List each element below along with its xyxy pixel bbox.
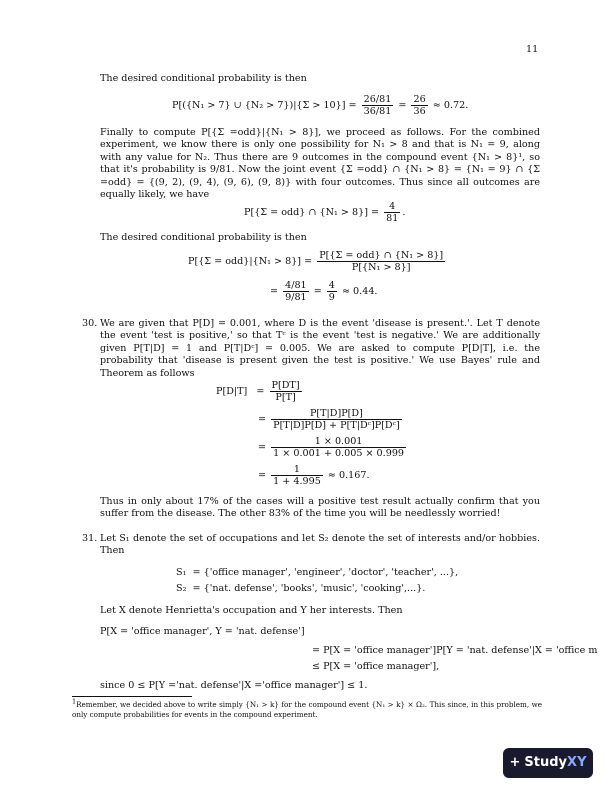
- fraction: $\frac{1 \times 0.001}{1 \times 0.001 + 0.005 \times 0.999}$: [273, 436, 405, 460]
- footnote: [72, 697, 542, 719]
- item-30-text: We are given that P[D] = 0.001, where D is the event 'disease is present.'. Let T denote the event 'test is positive,' so that Tᶜ is the event 'test is negative.' We are additionally given P[T|D] = 1 and P[T|Dᶜ] = 0.005. We are asked to compute P[D|T], i.e. the probability that 'disease is present given the test is positive.' We use Bayes' rule and Theorem as follows: [100, 318, 540, 379]
- equation-approx: ≈ 0.72.: [432, 100, 469, 112]
- fraction: $\frac{P[DT]}{P[T]}$: [271, 380, 300, 404]
- fraction: $\frac{26/81}{36/81}$: [363, 94, 392, 118]
- footnote-rule: [72, 696, 192, 697]
- paragraph-intro-1: The desired conditional probability is then: [100, 73, 307, 84]
- equation-lhs: P[({N₁ > 7} ∪ {N₂ > 7})|{Σ > 10}] =: [172, 100, 357, 112]
- joint-probability-rhs-2: ≤ P[X = 'office manager'],: [312, 661, 440, 672]
- joint-probability-lhs: P[X = 'office manager', Y = 'nat. defense']: [100, 626, 305, 637]
- equation-conditional-2-line2: = $\frac{4/81}{9/81}$ = $\frac{4}{9}$ ≈ 0.44.: [270, 280, 378, 304]
- fraction: $\frac{P[T|D]P[D]}{\text{P[T|D]P[D] + P[T|Dᶜ]P[Dᶜ]}}$: [273, 408, 400, 432]
- fraction: $\frac{4}{9}$: [328, 280, 335, 304]
- equation-conditional-2-line1: P[{Σ = odd}|{N₁ > 8}] = $\frac{\text{P[\{Σ = odd\} ∩ \{N₁ > 8\}]}}{\text{P[\{N₁ > 8\}]}}$: [188, 250, 444, 274]
- footnote-mark: 1: [72, 697, 77, 706]
- bayes-line-3: = $\frac{1 \times 0.001}{1 \times 0.001 + 0.005 \times 0.999}$: [258, 436, 405, 460]
- bayes-line-2: = $\frac{P[T|D]P[D]}{\text{P[T|D]P[D] + P[T|Dᶜ]P[Dᶜ]}}$: [258, 408, 400, 432]
- paragraph-finally: Finally to compute P[{Σ =odd}|{N₁ > 8}], we proceed as follows. For the combined experiment, we know there is only one possibility for N₁ > 8 and that is N₁ = 9, along with any value for N₂. Thus there are 9 outcomes in the compound event {N₁ > 8}¹, so that it's probability is 9/81. Now the joint event {Σ =odd} ∩ {N₁ > 8} = {N₁ = 9} ∩ {Σ =odd} = {(9, 2), (9, 4), (9, 6), (9, 8)} with four outcomes. Thus since all outcomes are equally likely, we have: [100, 127, 540, 201]
- fraction: $\frac{\text{P[\{Σ = odd\} ∩ \{N₁ > 8\}]}}{\text{P[\{N₁ > 8\}]}}$: [319, 250, 444, 274]
- page-number: 11: [526, 44, 539, 55]
- fraction: $\frac{4}{81}$: [386, 201, 399, 225]
- set-s1: S₁ = {'office manager', 'engineer', 'doctor', 'teacher', ...},: [176, 567, 459, 578]
- bayes-line-1: P[D|T] = $\frac{P[DT]}{P[T]}$: [216, 380, 300, 404]
- footnote-text: Remember, we decided above to write simply {N₁ > k} for the compound event {N₁ > k} × Ω₂. This since, in this problem, we only compute probabilities for events in the compound experiment.: [72, 700, 542, 719]
- fraction: $\frac{26}{36}$: [413, 94, 426, 118]
- fraction: $\frac{4/81}{9/81}$: [285, 280, 307, 304]
- item-number-31: 31.: [82, 533, 98, 544]
- item-30-conclusion: Thus in only about 17% of the cases will a positive test result actually confirm that you suffer from the disease. The other 83% of the time you will be needlessly worried!: [100, 496, 540, 520]
- plus-icon: +: [509, 754, 521, 770]
- set-s2: S₂ = {'nat. defense', 'books', 'music', 'cooking',...}.: [176, 583, 426, 594]
- item-31-text: Let S₁ denote the set of occupations and let S₂ denote the set of interests and/or hobbies. Then: [100, 533, 540, 557]
- joint-probability-rhs-1: = P[X = 'office manager']P[Y = 'nat. defense'|X = 'office m: [312, 645, 598, 656]
- item-31-text-2: Let X denote Henrietta's occupation and Y her interests. Then: [100, 605, 403, 616]
- equation-conditional-1: P[({N₁ > 7} ∪ {N₂ > 7})|{Σ > 10}] = $\frac{26/81}{36/81}$ = $\frac{26}{36}$ ≈ 0.72.: [172, 94, 469, 118]
- paragraph-intro-2: The desired conditional probability is then: [100, 232, 307, 243]
- equation-joint-event: P[{Σ = odd} ∩ {N₁ > 8}] = $\frac{4}{81}$ .: [244, 201, 406, 225]
- item-number-30: 30.: [82, 318, 98, 329]
- item-31-since: since 0 ≤ P[Y ='nat. defense'|X ='office manager'] ≤ 1.: [100, 680, 368, 691]
- fraction: $\frac{1}{1 + 4.995}$: [273, 464, 321, 488]
- bayes-line-4: = $\frac{1}{1 + 4.995}$ ≈ 0.167.: [258, 464, 370, 488]
- badge-label: StudyXY: [524, 754, 587, 770]
- studyxy-badge[interactable]: [503, 748, 593, 778]
